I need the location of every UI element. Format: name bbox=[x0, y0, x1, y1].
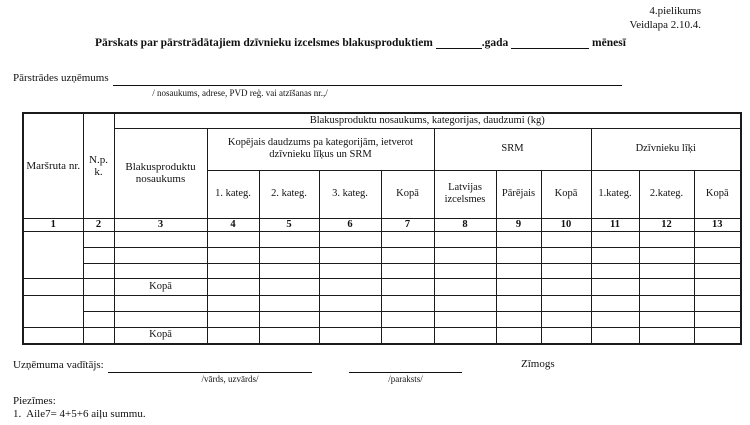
table-row bbox=[23, 311, 741, 327]
header-row-1 bbox=[23, 113, 741, 128]
empty-cell bbox=[207, 295, 259, 311]
col-no-5: 5 bbox=[259, 218, 319, 231]
header-npk: N.p. k. bbox=[83, 113, 114, 218]
empty-cell bbox=[694, 295, 741, 311]
notes-title: Piezīmes: bbox=[13, 395, 56, 407]
empty-cell bbox=[434, 263, 496, 278]
empty-cell bbox=[259, 311, 319, 327]
empty-cell bbox=[207, 278, 259, 295]
title-menesi-label: mēnesī bbox=[592, 37, 626, 49]
empty-cell bbox=[694, 311, 741, 327]
empty-cell bbox=[496, 327, 541, 344]
col-no-7: 7 bbox=[381, 218, 434, 231]
empty-cell bbox=[639, 263, 694, 278]
empty-cell bbox=[259, 278, 319, 295]
empty-cell bbox=[591, 295, 639, 311]
empty-cell bbox=[319, 263, 381, 278]
empty-cell bbox=[381, 295, 434, 311]
empty-cell bbox=[591, 231, 639, 247]
signature-blank-line bbox=[349, 372, 462, 373]
month-blank-line bbox=[511, 37, 589, 49]
empty-cell bbox=[83, 263, 114, 278]
empty-cell bbox=[259, 247, 319, 263]
empty-cell bbox=[694, 327, 741, 344]
header-liki-kateg-1: 1.kateg. bbox=[591, 170, 639, 218]
header-group-liki: Dzīvnieku līķi bbox=[591, 128, 741, 170]
header-nosaukums: Blakusproduktu nosaukums bbox=[114, 128, 207, 218]
header-marsruta-nr: Maršruta nr. bbox=[23, 113, 83, 218]
empty-cell bbox=[434, 327, 496, 344]
form-number: Veidlapa 2.10.4. bbox=[629, 19, 701, 31]
empty-cell bbox=[541, 278, 591, 295]
empty-cell bbox=[434, 295, 496, 311]
empty-cell bbox=[207, 231, 259, 247]
empty-cell bbox=[83, 247, 114, 263]
signature-hint: /paraksts/ bbox=[388, 374, 423, 384]
header-top-span: Blakusproduktu nosaukums, kategorijas, daudzumi (kg) bbox=[114, 113, 741, 128]
empty-cell bbox=[259, 263, 319, 278]
col-no-4: 4 bbox=[207, 218, 259, 231]
empty-cell bbox=[434, 231, 496, 247]
table-row bbox=[23, 247, 741, 263]
empty-cell bbox=[541, 263, 591, 278]
empty-cell bbox=[434, 278, 496, 295]
header-kopa-categories: Kopā bbox=[381, 170, 434, 218]
stamp-label: Zīmogs bbox=[521, 358, 555, 370]
column-number-row bbox=[23, 218, 741, 231]
empty-cell bbox=[541, 295, 591, 311]
empty-cell bbox=[114, 263, 207, 278]
empty-cell bbox=[83, 311, 114, 327]
title-gada-label: .gada bbox=[481, 37, 509, 49]
empty-cell bbox=[114, 231, 207, 247]
empty-cell bbox=[114, 311, 207, 327]
header-latvijas-izcelsmes: Latvijas izcelsmes bbox=[434, 170, 496, 218]
empty-cell bbox=[319, 231, 381, 247]
empty-cell bbox=[496, 231, 541, 247]
empty-cell bbox=[541, 247, 591, 263]
empty-cell bbox=[496, 278, 541, 295]
empty-cell bbox=[381, 263, 434, 278]
col-no-8: 8 bbox=[434, 218, 496, 231]
title-text: Pārskats par pārstrādātajiem dzīvnieku izcelsmes blakusproduktiem bbox=[95, 37, 433, 49]
empty-cell bbox=[207, 311, 259, 327]
empty-cell bbox=[639, 327, 694, 344]
empty-cell bbox=[591, 311, 639, 327]
empty-cell bbox=[259, 295, 319, 311]
company-label: Pārstrādes uzņēmums bbox=[13, 72, 109, 84]
empty-cell bbox=[207, 247, 259, 263]
empty-cell bbox=[541, 311, 591, 327]
empty-cell bbox=[381, 311, 434, 327]
empty-cell bbox=[496, 263, 541, 278]
empty-cell bbox=[639, 295, 694, 311]
empty-cell bbox=[639, 311, 694, 327]
empty-cell bbox=[23, 278, 83, 295]
empty-cell bbox=[207, 327, 259, 344]
header-group-srm: SRM bbox=[434, 128, 591, 170]
empty-cell bbox=[83, 231, 114, 247]
empty-cell bbox=[496, 295, 541, 311]
empty-cell bbox=[23, 231, 83, 278]
col-no-10: 10 bbox=[541, 218, 591, 231]
header-kateg-1: 1. kateg. bbox=[207, 170, 259, 218]
empty-cell bbox=[639, 231, 694, 247]
empty-cell bbox=[381, 231, 434, 247]
empty-cell bbox=[23, 327, 83, 344]
col-no-13: 13 bbox=[694, 218, 741, 231]
empty-cell bbox=[434, 247, 496, 263]
col-no-6: 6 bbox=[319, 218, 381, 231]
empty-cell bbox=[319, 327, 381, 344]
empty-cell bbox=[694, 263, 741, 278]
empty-cell bbox=[319, 247, 381, 263]
empty-cell bbox=[381, 278, 434, 295]
empty-cell bbox=[259, 327, 319, 344]
header-parejais: Pārējais bbox=[496, 170, 541, 218]
header-kopa-srm: Kopā bbox=[541, 170, 591, 218]
empty-cell bbox=[591, 263, 639, 278]
appendix-number: 4.pielikums bbox=[649, 5, 701, 17]
header-kateg-3: 3. kateg. bbox=[319, 170, 381, 218]
table-row bbox=[23, 231, 741, 247]
header-row-2 bbox=[23, 128, 741, 170]
col-no-12: 12 bbox=[639, 218, 694, 231]
empty-cell bbox=[541, 231, 591, 247]
byproducts-report-table bbox=[22, 112, 742, 345]
empty-cell bbox=[114, 247, 207, 263]
empty-cell bbox=[23, 295, 83, 327]
empty-cell bbox=[381, 327, 434, 344]
empty-cell bbox=[694, 278, 741, 295]
empty-cell bbox=[591, 247, 639, 263]
empty-cell bbox=[207, 263, 259, 278]
header-group-kopejais: Kopējais daudzums pa kategorijām, ietverot dzīvnieku līķus un SRM bbox=[207, 128, 434, 170]
col-no-3: 3 bbox=[114, 218, 207, 231]
note-1: 1. Aile7= 4+5+6 aiļu summu. bbox=[13, 408, 146, 420]
empty-cell bbox=[496, 247, 541, 263]
empty-cell bbox=[639, 278, 694, 295]
col-no-2: 2 bbox=[83, 218, 114, 231]
empty-cell bbox=[381, 247, 434, 263]
company-blank-line bbox=[113, 85, 622, 86]
empty-cell bbox=[83, 278, 114, 295]
header-liki-kateg-2: 2.kateg. bbox=[639, 170, 694, 218]
empty-cell bbox=[694, 231, 741, 247]
col-no-9: 9 bbox=[496, 218, 541, 231]
empty-cell bbox=[319, 278, 381, 295]
empty-cell bbox=[496, 311, 541, 327]
empty-cell bbox=[694, 247, 741, 263]
manager-name-blank-line bbox=[108, 372, 312, 373]
manager-label: Uzņēmuma vadītājs: bbox=[13, 359, 104, 371]
year-blank-line bbox=[436, 37, 482, 49]
table-row bbox=[23, 263, 741, 278]
empty-cell bbox=[114, 295, 207, 311]
empty-cell bbox=[319, 311, 381, 327]
empty-cell bbox=[591, 327, 639, 344]
kopa-label-cell: Kopā bbox=[114, 327, 207, 344]
empty-cell bbox=[591, 278, 639, 295]
table-row bbox=[23, 295, 741, 311]
empty-cell bbox=[259, 231, 319, 247]
company-hint: / nosaukums, adrese, PVD reģ. vai atzīšanas nr.,/ bbox=[152, 88, 328, 98]
empty-cell bbox=[319, 295, 381, 311]
empty-cell bbox=[541, 327, 591, 344]
form-title bbox=[95, 37, 626, 49]
manager-name-hint: /vārds, uzvārds/ bbox=[201, 374, 259, 384]
empty-cell bbox=[639, 247, 694, 263]
col-no-1: 1 bbox=[23, 218, 83, 231]
col-no-11: 11 bbox=[591, 218, 639, 231]
empty-cell bbox=[434, 311, 496, 327]
kopa-label-cell: Kopā bbox=[114, 278, 207, 295]
header-kopa-liki: Kopā bbox=[694, 170, 741, 218]
empty-cell bbox=[83, 327, 114, 344]
corner-reference bbox=[630, 4, 701, 32]
empty-cell bbox=[83, 295, 114, 311]
subtotal-row bbox=[23, 278, 741, 295]
header-kateg-2: 2. kateg. bbox=[259, 170, 319, 218]
subtotal-row bbox=[23, 327, 741, 344]
